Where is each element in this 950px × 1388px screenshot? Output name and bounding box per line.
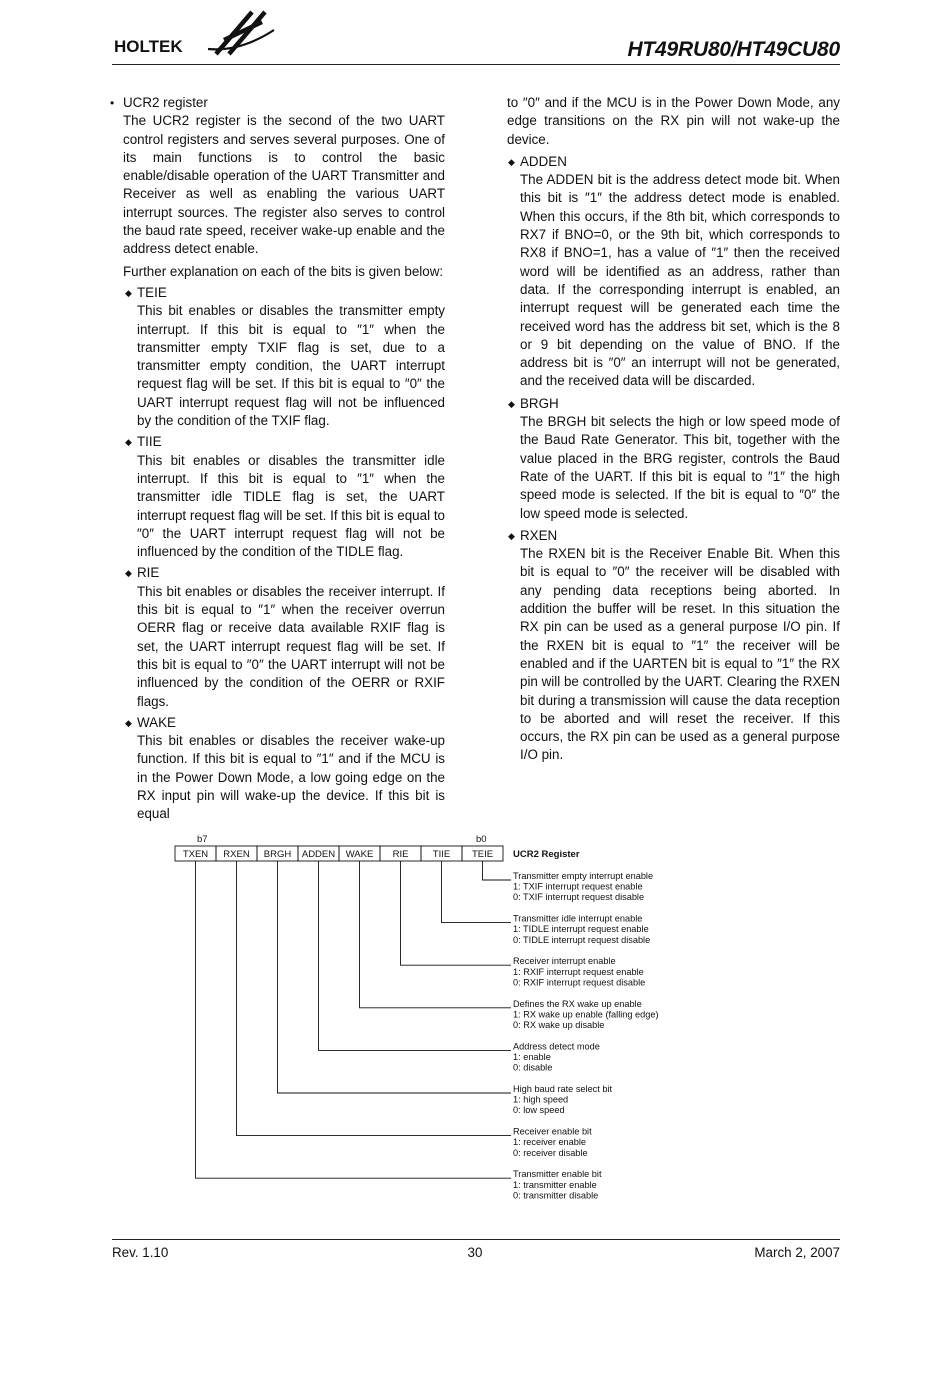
bit-label-teie: TEIE bbox=[471, 849, 494, 860]
desc-rxen-line-2: 0: receiver disable bbox=[513, 1147, 588, 1158]
bit-description: This bit enables or disables the transmitter idle interrupt. If this bit is equal to ″1″ when the transmitter idle TIDLE flag is set, the UART interrupt request flag will be set. If this bit is equal to ″0″ the UART interrupt request flag will not be influenced by the condition of the TIDLE flag. bbox=[137, 452, 445, 560]
desc-rie-line-0: Receiver interrupt enable bbox=[513, 956, 616, 967]
desc-brgh-line-0: High baud rate select bit bbox=[513, 1084, 613, 1094]
diamond-bullet-icon: ◆ bbox=[125, 568, 132, 579]
bit-label-tiie: TIIE bbox=[432, 849, 451, 860]
connector-wake bbox=[360, 861, 512, 1008]
diamond-bullet-icon: ◆ bbox=[508, 530, 515, 541]
desc-txen-line-1: 1: transmitter enable bbox=[513, 1179, 597, 1190]
further-paragraph: Further explanation on each of the bits is given below: bbox=[123, 263, 444, 279]
desc-rxen-line-0: Receiver enable bit bbox=[513, 1126, 592, 1137]
bit-description: The RXEN bit is the Receiver Enable Bit. When this bit is equal to ″0″ the receiver will be disabled with any pending data receptions being aborted. In addition the buffer will be reset. In this situation the RX pin can be used as a general purpose I/O pin. If the RXEN bit is equal to ″1″ the receiver will be enabled and if the UARTEN bit is equal to ″1″ the RX pin will be controlled by the UART. Clearing the RXEN bit during a transmission will cause the data reception to be aborted and will reset the receiver. If this occurs, the RX pin can be used as a general purpose I/O pin. bbox=[520, 546, 840, 763]
continuation-paragraph: to ″0″ and if the MCU is in the Power Down Mode, any edge transitions on the RX pin will not wake-up the device. bbox=[507, 95, 840, 147]
bit-label-adden: ADDEN bbox=[301, 849, 336, 860]
desc-rie-line-2: 0: RXIF interrupt request disable bbox=[513, 977, 646, 988]
bit-item-brgh bbox=[507, 395, 840, 523]
desc-wake-line-0: Defines the RX wake up enable bbox=[513, 998, 642, 1009]
page-number: 30 bbox=[467, 1245, 483, 1260]
connector-brgh bbox=[278, 861, 512, 1093]
desc-txen-line-0: Transmitter enable bit bbox=[513, 1169, 602, 1180]
bit-label-rxen: RXEN bbox=[223, 849, 250, 860]
bit-item-tiie bbox=[110, 433, 445, 561]
bit-label-txen: TXEN bbox=[182, 849, 209, 860]
bit-item-wake bbox=[110, 714, 445, 824]
ucr2-register-diagram bbox=[170, 830, 690, 1210]
register-name: UCR2 Register bbox=[513, 849, 580, 860]
revision-label: Rev. 1.10 bbox=[112, 1245, 169, 1260]
desc-tiie-line-0: Transmitter idle interrupt enable bbox=[513, 913, 643, 924]
desc-txen-line-2: 0: transmitter disable bbox=[513, 1190, 599, 1201]
bit-description: The BRGH bit selects the high or low speed mode of the Baud Rate Generator. This bit, together with the value placed in the BRG register, controls the Baud Rate of the UART. If this bit is equal to ″1″ the high speed mode is selected. If the bit is equal to ″0″ the low speed mode is selected. bbox=[520, 414, 840, 521]
bit-name: TIIE bbox=[137, 434, 162, 450]
section-title: UCR2 register bbox=[123, 95, 208, 110]
bit-description: This bit enables or disables the receiver wake-up function. If this bit is equal to ″1″ and if the MCU is in the Power Down Mode, a low going edge on the RX input pin will wake-up the device. If this bit is equal bbox=[137, 733, 445, 822]
document-title: HT49RU80/HT49CU80 bbox=[627, 38, 840, 61]
bit-description: This bit enables or disables the transmitter empty interrupt. If this bit is equal to ″1″ when the transmitter empty TXIF flag is set, due to a transmitter empty condition, the UART interrupt request flag will be set. If this bit is equal to ″0″ the UART interrupt request flag will not be influenced by the condition of the TXIF flag. bbox=[137, 303, 445, 429]
bit-item-adden bbox=[507, 153, 840, 391]
connector-tiie bbox=[442, 861, 512, 923]
bit-description: This bit enables or disables the receiver interrupt. If this bit is equal to ″1″ when the receiver overrun OERR flag or receive data available RXIF flag is set, the UART interrupt request flag will be set. If this bit is equal to ″0″ the UART interrupt will not be influenced by the condition of the OERR or RXIF flags. bbox=[137, 583, 445, 709]
bullet-dot-icon: • bbox=[110, 96, 115, 110]
desc-brgh-line-2: 0: low speed bbox=[513, 1105, 565, 1116]
bit-name: RXEN bbox=[520, 527, 558, 543]
diamond-bullet-icon: ◆ bbox=[508, 398, 515, 409]
desc-teie-line-1: 1: TXIF interrupt request enable bbox=[513, 881, 643, 892]
desc-adden-line-1: 1: enable bbox=[513, 1052, 551, 1062]
desc-adden-line-0: Address detect mode bbox=[513, 1041, 600, 1052]
desc-rxen-line-1: 1: receiver enable bbox=[513, 1137, 587, 1148]
bit-name: BRGH bbox=[520, 395, 559, 411]
desc-tiie-line-1: 1: TIDLE interrupt request enable bbox=[513, 924, 649, 935]
desc-rie-line-1: 1: RXIF interrupt request enable bbox=[513, 966, 644, 977]
bit-item-rxen bbox=[507, 527, 840, 765]
bit-label-wake: WAKE bbox=[345, 849, 374, 860]
bit-name: RIE bbox=[137, 565, 160, 581]
right-column bbox=[507, 94, 840, 765]
brand-text: HOLTEK bbox=[114, 37, 183, 56]
bit-label-rie: RIE bbox=[392, 849, 409, 860]
header-rule bbox=[112, 64, 840, 65]
connector-teie bbox=[483, 861, 512, 880]
holtek-logo bbox=[112, 8, 282, 60]
desc-brgh-line-1: 1: high speed bbox=[513, 1094, 569, 1105]
desc-teie-line-2: 0: TXIF interrupt request disable bbox=[513, 892, 645, 903]
desc-wake-line-1: 1: RX wake up enable (falling edge) bbox=[513, 1009, 659, 1020]
bit-name: ADDEN bbox=[520, 153, 567, 169]
bit-description: The ADDEN bit is the address detect mode bit. When this bit is ″1″ the address detect mode is enabled. When this occurs, if the 8th bit, which corresponds to RX7 if BNO=0, or the 9th bit, which corresponds to RX8 if BNO=1, has a value of ″1″ then the received word will be identified as an address, rather than data. If the corresponding interrupt is enabled, an interrupt request will be generated each time the received word has the address bit set, which is the 8 or 9 bit depending on the value of BNO. If the address bit is ″0″ an interrupt will not be generated, and the received data will be discarded. bbox=[520, 172, 840, 389]
left-column bbox=[110, 94, 445, 824]
bit-name: TEIE bbox=[137, 284, 167, 300]
diamond-bullet-icon: ◆ bbox=[125, 437, 132, 448]
diamond-bullet-icon: ◆ bbox=[125, 717, 132, 728]
bit-name: WAKE bbox=[137, 714, 176, 730]
desc-wake-line-2: 0: RX wake up disable bbox=[513, 1020, 605, 1030]
bit-label-brgh: BRGH bbox=[263, 849, 292, 860]
date-label: March 2, 2007 bbox=[754, 1245, 840, 1260]
intro-paragraph: The UCR2 register is the second of the two UART control registers and serves several purposes. One of its main functions is to control the basic enable/disable operation of the UART Transmitter and Receiver as well as enabling the various UART interrupt sources. The register also serves to control the baud rate speed, receiver wake-up enable and the address detect enable. bbox=[123, 113, 445, 257]
desc-teie-line-0: Transmitter empty interrupt enable bbox=[513, 871, 654, 881]
msb-label: b7 bbox=[197, 834, 208, 845]
section-ucr2 bbox=[110, 94, 445, 281]
desc-tiie-line-2: 0: TIDLE interrupt request disable bbox=[513, 934, 651, 945]
bit-item-teie bbox=[110, 284, 445, 430]
footer-rule bbox=[112, 1239, 840, 1240]
page-header bbox=[112, 0, 840, 62]
bit-item-rie bbox=[110, 564, 445, 710]
connector-rie bbox=[401, 861, 512, 965]
diamond-bullet-icon: ◆ bbox=[508, 156, 515, 167]
lsb-label: b0 bbox=[476, 834, 487, 845]
connector-adden bbox=[319, 861, 512, 1050]
connector-txen bbox=[196, 861, 512, 1178]
desc-adden-line-2: 0: disable bbox=[513, 1062, 553, 1073]
diamond-bullet-icon: ◆ bbox=[125, 287, 132, 298]
